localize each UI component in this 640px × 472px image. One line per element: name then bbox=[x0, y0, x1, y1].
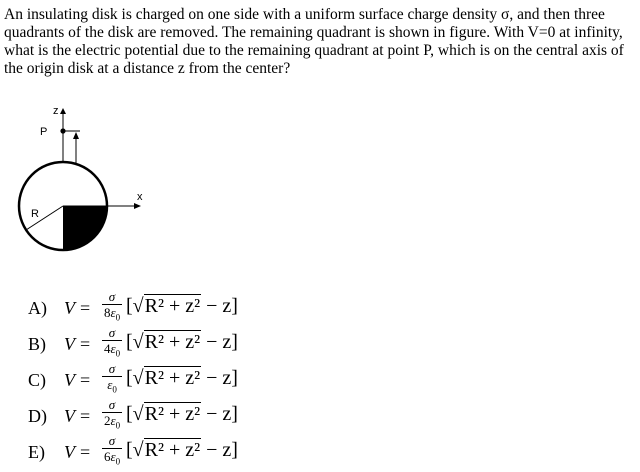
minus-term: − z bbox=[206, 295, 232, 317]
formula-equals: = bbox=[80, 406, 91, 426]
minus-term: − z bbox=[206, 439, 232, 461]
option-letter: E) bbox=[28, 442, 45, 462]
formula-bracket: [√R² + z² − z] bbox=[126, 367, 238, 389]
formula-lhs: V bbox=[64, 298, 75, 318]
formula-equals: = bbox=[80, 370, 91, 390]
formula-bracket: [√R² + z² − z] bbox=[126, 403, 238, 425]
z-axis-label: z bbox=[53, 105, 59, 117]
radicand: R² + z² bbox=[144, 403, 201, 425]
minus-term: − z bbox=[206, 367, 232, 389]
point-p-label: P bbox=[40, 126, 48, 138]
disk-figure bbox=[0, 96, 180, 276]
formula-lhs: V bbox=[64, 370, 75, 390]
radicand: R² + z² bbox=[144, 439, 201, 461]
option-e[interactable] bbox=[28, 434, 328, 468]
formula-lhs: V bbox=[64, 334, 75, 354]
formula-fraction bbox=[100, 290, 124, 326]
minus-term: − z bbox=[206, 403, 232, 425]
formula-equals: = bbox=[80, 334, 91, 354]
option-letter: A) bbox=[28, 298, 47, 318]
formula-bracket: [√R² + z² − z] bbox=[126, 439, 238, 461]
formula-fraction bbox=[100, 398, 124, 434]
minus-term: − z bbox=[206, 331, 232, 353]
option-letter: B) bbox=[28, 334, 46, 354]
formula-equals: = bbox=[80, 442, 91, 462]
remaining-quadrant bbox=[63, 206, 107, 250]
fraction-numerator: σ bbox=[108, 397, 116, 412]
fraction-denominator: $2\varepsilon_0$ bbox=[103, 413, 121, 431]
formula-fraction bbox=[100, 434, 124, 470]
option-letter: D) bbox=[28, 406, 47, 426]
formula-fraction bbox=[100, 326, 124, 362]
x-axis-arrow bbox=[134, 203, 141, 209]
formula-bracket: [√R² + z² − z] bbox=[126, 295, 238, 317]
formula-lhs: V bbox=[64, 406, 75, 426]
fraction-numerator: σ bbox=[108, 361, 116, 376]
radius-label: R bbox=[31, 208, 39, 220]
fraction-numerator: σ bbox=[108, 433, 116, 448]
fraction-denominator: $8\varepsilon_0$ bbox=[103, 305, 121, 323]
radicand: R² + z² bbox=[144, 295, 201, 317]
formula-fraction bbox=[100, 362, 124, 398]
fraction-denominator: $6\varepsilon_0$ bbox=[103, 449, 121, 467]
option-b[interactable] bbox=[28, 326, 328, 360]
option-d[interactable] bbox=[28, 398, 328, 432]
z-axis-arrow bbox=[60, 108, 66, 114]
radicand: R² + z² bbox=[144, 331, 201, 353]
question-text: An insulating disk is charged on one side with a uniform surface charge density σ, and then three quadrants of the disk are removed. The remaining quadrant is shown in figure. With V=0 at infinity, what is the electric potential due to the remaining quadrant at point P, which is on the central axis of the origin disk at a distance z from the center? bbox=[4, 6, 624, 77]
option-a[interactable] bbox=[28, 290, 328, 324]
fraction-numerator: σ bbox=[108, 325, 116, 340]
distance-arrow-up bbox=[73, 132, 79, 139]
option-letter: C) bbox=[28, 370, 46, 390]
option-c[interactable] bbox=[28, 362, 328, 396]
fraction-denominator: $\varepsilon_0$ bbox=[107, 377, 117, 395]
fraction-numerator: σ bbox=[108, 289, 116, 304]
formula-equals: = bbox=[80, 298, 91, 318]
formula-lhs: V bbox=[64, 442, 75, 462]
x-axis-label: x bbox=[137, 191, 143, 203]
radicand: R² + z² bbox=[144, 367, 201, 389]
formula-bracket: [√R² + z² − z] bbox=[126, 331, 238, 353]
fraction-denominator: $4\varepsilon_0$ bbox=[103, 341, 121, 359]
